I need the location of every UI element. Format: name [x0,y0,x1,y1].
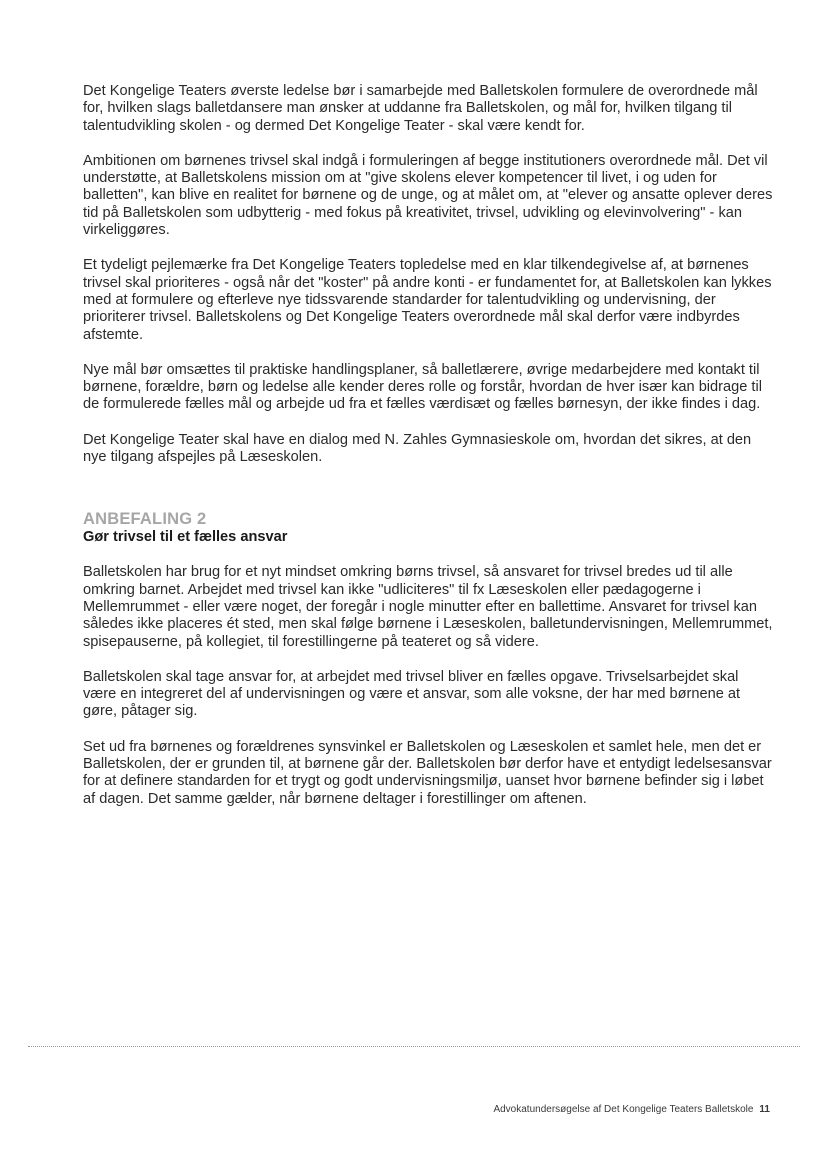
recommendation-title: Gør trivsel til et fælles ansvar [83,529,288,546]
document-body [83,83,773,826]
paragraph: Balletskolen skal tage ansvar for, at arbejdet med trivsel bliver en fælles opgave. Trivselsarbejdet skal være en integreret del af undervisningen og være et ansvar, som alle voksne, der har med børnene at gøre, påtager sig. [83,668,741,720]
footer-title: Advokatundersøgelse af Det Kongelige Teaters Balletskole [493,1104,754,1115]
footer-divider [28,1046,800,1047]
paragraph: Det Kongelige Teaters øverste ledelse bør i samarbejde med Balletskolen formulere de overordnede mål for, hvilken slags balletdansere man ønsker at uddanne fra Balletskolen, og mål for, hvilken tilgang til talentudvikling skolen - og dermed Det Kongelige Teater - skal være kendt for. [83,83,758,134]
paragraph: Nye mål bør omsættes til praktiske handlingsplaner, så balletlærere, øvrige medarbejdere med kontakt til børnene, forældre, børn og ledelse alle kender deres rolle og forstår, hvordan de hver især kan bidrage til de formulerede fælles mål og arbejde ud fra et fælles værdisæt og fælles børnesyn, der ikke findes i dag. [83,361,762,413]
page-number: 11 [759,1104,770,1115]
paragraph: Et tydeligt pejlemærke fra Det Kongelige Teaters topledelse med en klar tilkendegivelse af, at børnenes trivsel skal prioriteres - også når det "koster" på andre konti - er fundamentet for, at Balletskolen kan lykkes med at formulere og efterleve nye tidssvarende standarder for talentudvikling og undervisning, der prioriterer trivsel. Balletskolens og Det Kongelige Teaters overordnede mål skal derfor være indbyrdes afstemte. [83,257,772,343]
paragraph: Balletskolen har brug for et nyt mindset omkring børns trivsel, så ansvaret for trivsel bredes ud til alle omkring barnet. Arbejdet med trivsel kan ikke "udliciteres" til fx Læseskolen eller pædagogerne i Mellemrummet - eller være noget, der foregår i nogle minutter efter en ballettime. Ansvaret for trivsel kan således ikke placeres ét sted, men skal følge børnene i Læseskolen, balletundervisningen, Mellemrummet, spisepauserne, på kollegiet, til forestillingerne på teateret og så videre. [83,564,773,650]
recommendation-heading [83,510,773,546]
paragraph: Det Kongelige Teater skal have en dialog med N. Zahles Gymnasieskole om, hvordan det sikres, at den nye tilgang afspejles på Læseskolen. [83,431,752,466]
paragraph: Set ud fra børnenes og forældrenes synsvinkel er Balletskolen og Læseskolen et samlet hele, men det er Balletskolen, der er grunden til, at børnene går der. Balletskolen bør derfor have et entydigt ledelsesansvar for at definere standarden for et trygt og godt undervisningsmiljø, uanset hvor børnene befinder sig i løbet af dagen. Det samme gælder, når børnene deltager i forestillinger om aftenen. [83,738,772,807]
recommendation-label: ANBEFALING 2 [83,510,207,529]
paragraph: Ambitionen om børnenes trivsel skal indgå i formuleringen af begge institutioners overordnede mål. Det vil understøtte, at Balletskolens mission om at "give skolens elever kompetencer til livet, i og uden for balletten", kan blive en realitet for børnene og de unge, og at målet om, at "elever og ansatte oplever deres tid på Balletskolen som udbytterig - med fokus på kreativitet, trivsel, udvikling og elevinvolvering" - kan virkeliggøres. [83,152,773,239]
page-footer [493,1104,770,1115]
